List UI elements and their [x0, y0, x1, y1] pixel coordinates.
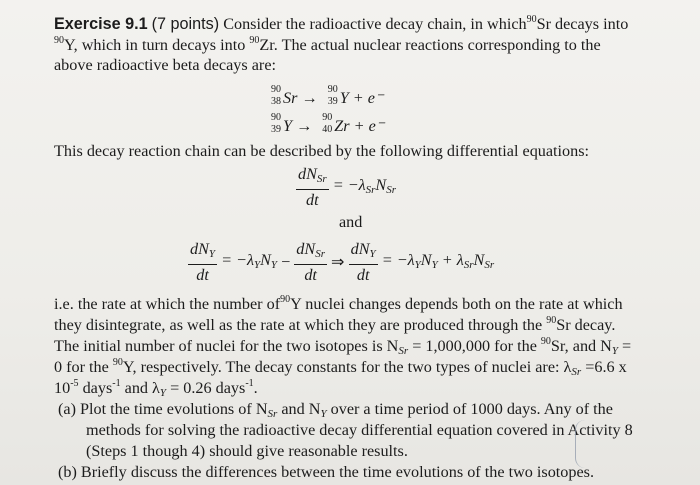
arrow-icon: →: [301, 89, 318, 107]
exercise-label: Exercise 9.1: [54, 15, 148, 33]
and-text: and: [339, 213, 363, 231]
part-a-line-1: (a) Plot the time evolutions of $N_{Sr}$ and $N_Y$ over a time period of 1000 days. Any of the: [58, 400, 613, 420]
intro-text-2a: Y, which in turn decays into: [64, 36, 246, 54]
part-a-line-2: methods for solving the radioactive decay differential equation covered in Activity 8: [86, 421, 633, 439]
reaction-1: [271, 84, 384, 108]
eq2-fraction-2: $\frac{dN_{Sr}}{dt}$: [296, 240, 325, 284]
eq2-fraction-1: $\frac{dN_Y}{dt}$: [190, 240, 216, 284]
reaction-1-rest: + e⁻: [352, 89, 384, 107]
equation-2: [188, 239, 494, 285]
exercise-intro-line-3: above radioactive beta decays are:: [54, 56, 277, 74]
reaction-2: [271, 112, 385, 136]
reaction-1-daughter: 90 39 Y: [327, 84, 349, 107]
body-line-3: The initial number of nuclei for the two isotopes is $N_{Sr} = 1,000,000$ for the $^{90}$Sr, and $N_Y$ =: [54, 336, 632, 357]
body-line-5: $10^{-5}$ days$^{-1}$ and $\lambda_Y = 0.26$ days$^{-1}$.: [54, 378, 258, 399]
zr-mass-number: 90: [249, 35, 260, 46]
implies-icon: ⇒: [331, 253, 345, 271]
eq1-rhs: = $-\lambda_{Sr}N_{Sr}$: [332, 175, 397, 196]
sr-mass-number: 90: [526, 14, 537, 25]
eq2-final: = $-\lambda_YN_Y + \lambda_{Sr}N_{Sr}$: [381, 250, 495, 271]
equations-intro: This decay reaction chain can be described by the following differential equations:: [54, 142, 590, 160]
reaction-2-daughter: 90 40 Zr: [322, 112, 350, 135]
eq2-mid: = $-\lambda_YN_Y$: [221, 250, 278, 271]
part-a-line-3: (Steps 1 though 4) should give reasonable results.: [86, 442, 408, 460]
body-line-4: 0 for the $^{90}$Y, respectively. The decay constants for the two types of nuclei are: $\lambda_{Sr} =6.6$ x: [54, 357, 627, 378]
exercise-points: (7 points): [151, 15, 220, 33]
body-line-1: i.e. the rate at which the number $of^{90}Y$ nuclei changes depends both on the rate at which: [54, 294, 623, 313]
body-line-2: they disintegrate, as well as the rate at which they are produced through the $^{90}$Sr decay.: [54, 315, 616, 334]
eq2-minus: −: [281, 253, 291, 271]
reaction-1-parent: 90 38 Sr: [271, 84, 298, 107]
equation-1: [296, 164, 396, 210]
intro-text-1b: Sr decays into: [536, 15, 629, 33]
arrow-icon: →: [296, 117, 313, 135]
pen-mark: [575, 420, 592, 468]
y-mass-number: 90: [54, 35, 64, 46]
intro-text-1: Consider the radioactive decay chain, in which: [223, 15, 527, 33]
exercise-intro-line-1: [54, 14, 628, 34]
part-b-line-1: (b) Briefly discuss the differences between the time evolutions of the two isotopes.: [58, 463, 595, 481]
reaction-2-parent: 90 39 Y: [271, 112, 293, 135]
eq2-fraction-3: $\frac{dN_Y}{dt}$: [350, 240, 376, 284]
intro-text-2b: Zr. The actual nuclear reactions corresponding to the: [259, 36, 601, 54]
exercise-intro-line-2: [54, 35, 601, 55]
eq1-fraction: $\frac{dN_{Sr}}{dt}$: [298, 165, 327, 209]
reaction-2-rest: + e⁻: [353, 117, 385, 135]
